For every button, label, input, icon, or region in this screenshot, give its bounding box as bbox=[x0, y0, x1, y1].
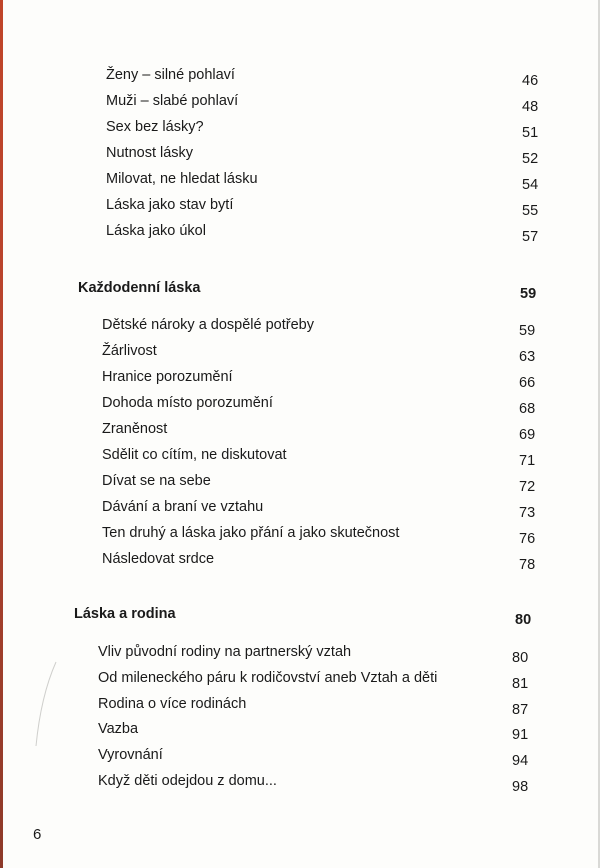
toc-entry bbox=[98, 694, 536, 718]
toc-entry bbox=[102, 419, 543, 443]
entry-page-number: 76 bbox=[519, 531, 536, 547]
toc-entry bbox=[98, 745, 536, 769]
toc-section-heading bbox=[78, 278, 544, 302]
entry-title: Láska jako stav bytí bbox=[106, 197, 234, 213]
entry-title: Muži – slabé pohlaví bbox=[106, 93, 239, 109]
toc-entry bbox=[106, 221, 546, 245]
section-title: Každodenní láska bbox=[78, 280, 201, 296]
toc-entry bbox=[102, 367, 543, 391]
entry-page-number: 46 bbox=[522, 73, 539, 89]
toc-entry bbox=[98, 642, 536, 666]
entry-page-number: 78 bbox=[519, 557, 536, 573]
entry-page-number: 72 bbox=[519, 479, 536, 495]
entry-page-number: 57 bbox=[522, 229, 539, 245]
entry-page-number: 66 bbox=[519, 375, 536, 391]
toc-entry bbox=[106, 169, 546, 193]
toc-entry bbox=[106, 143, 546, 167]
entry-title: Dívat se na sebe bbox=[102, 473, 211, 489]
entry-title: Od mileneckého páru k rodičovství aneb Vztah a děti bbox=[98, 670, 438, 686]
toc-entry bbox=[102, 471, 543, 495]
section-page-number: 80 bbox=[515, 612, 532, 628]
entry-title: Ten druhý a láska jako přání a jako skutečnost bbox=[102, 525, 400, 541]
page-number: 6 bbox=[33, 826, 42, 843]
toc-entry bbox=[106, 195, 546, 219]
entry-title: Hranice porozumění bbox=[102, 369, 233, 385]
page-binding-edge bbox=[0, 0, 3, 868]
toc-entry bbox=[102, 341, 543, 365]
entry-page-number: 55 bbox=[522, 203, 539, 219]
entry-title: Rodina o více rodinách bbox=[98, 696, 247, 712]
section-title: Láska a rodina bbox=[74, 606, 176, 622]
entry-title: Sdělit co cítím, ne diskutovat bbox=[102, 447, 287, 463]
entry-page-number: 87 bbox=[512, 702, 529, 718]
toc-entry bbox=[106, 91, 546, 115]
entry-title: Sex bez lásky? bbox=[106, 119, 204, 135]
toc-entry bbox=[98, 719, 536, 743]
toc-entry bbox=[102, 523, 543, 547]
entry-page-number: 59 bbox=[519, 323, 536, 339]
toc-entry bbox=[102, 445, 543, 469]
entry-page-number: 52 bbox=[522, 151, 539, 167]
entry-page-number: 68 bbox=[519, 401, 536, 417]
entry-title: Láska jako úkol bbox=[106, 223, 206, 239]
entry-title: Dohoda místo porozumění bbox=[102, 395, 273, 411]
pencil-mark bbox=[30, 660, 60, 750]
entry-title: Zraněnost bbox=[102, 421, 168, 437]
entry-page-number: 63 bbox=[519, 349, 536, 365]
toc-entry bbox=[102, 549, 543, 573]
entry-title: Vazba bbox=[98, 721, 139, 737]
entry-title: Vyrovnání bbox=[98, 747, 163, 763]
toc-entry bbox=[106, 117, 546, 141]
entry-title: Žárlivost bbox=[102, 343, 157, 359]
toc-entry bbox=[102, 393, 543, 417]
entry-title: Dětské nároky a dospělé potřeby bbox=[102, 317, 314, 333]
entry-title: Dávání a braní ve vztahu bbox=[102, 499, 264, 515]
toc-section-heading bbox=[74, 604, 539, 628]
entry-page-number: 48 bbox=[522, 99, 539, 115]
entry-page-number: 51 bbox=[522, 125, 539, 141]
entry-title: Když děti odejdou z domu... bbox=[98, 773, 277, 789]
entry-page-number: 71 bbox=[519, 453, 536, 469]
toc-entry bbox=[102, 315, 543, 339]
entry-title: Milovat, ne hledat lásku bbox=[106, 171, 258, 187]
entry-title: Následovat srdce bbox=[102, 551, 215, 567]
entry-title: Vliv původní rodiny na partnerský vztah bbox=[98, 644, 352, 660]
entry-page-number: 80 bbox=[512, 650, 529, 666]
entry-page-number: 81 bbox=[512, 676, 529, 692]
entry-title: Ženy – silné pohlaví bbox=[106, 67, 235, 83]
toc-entry bbox=[102, 497, 543, 521]
section-page-number: 59 bbox=[520, 286, 537, 302]
entry-page-number: 94 bbox=[512, 753, 529, 769]
entry-page-number: 73 bbox=[519, 505, 536, 521]
entry-title: Nutnost lásky bbox=[106, 145, 194, 161]
entry-page-number: 54 bbox=[522, 177, 539, 193]
entry-page-number: 69 bbox=[519, 427, 536, 443]
toc-entry bbox=[98, 668, 536, 692]
toc-entry bbox=[98, 771, 536, 795]
toc-entry bbox=[106, 65, 546, 89]
entry-page-number: 98 bbox=[512, 779, 529, 795]
entry-page-number: 91 bbox=[512, 727, 529, 743]
